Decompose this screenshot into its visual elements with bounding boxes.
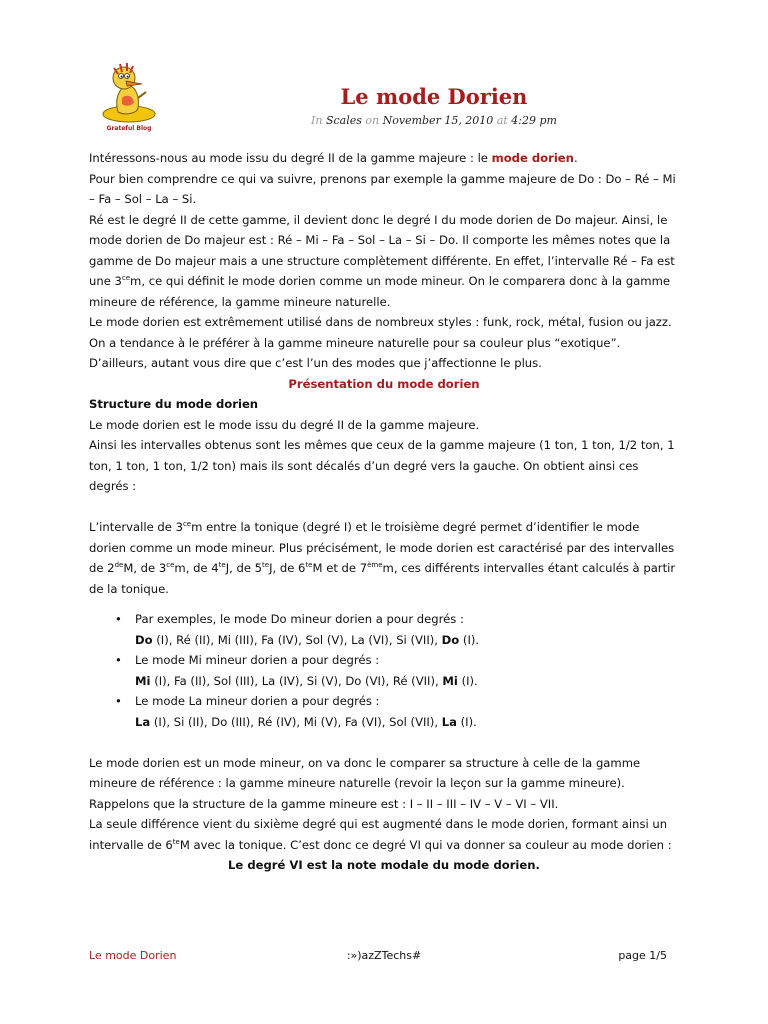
post-header [160,84,708,129]
iv-s5: te [262,561,270,569]
comparison-paragraph-1: Le mode dorien est un mode mineur, on va donc le comparer sa structure à celle de la gamme mineure de référence : la gamme mineure naturelle (revoir la leçon sur la gamme mineure). [89,755,641,790]
meta-at-label: at [496,114,508,127]
spacer [89,732,679,753]
example-first-note: Mi [135,673,151,688]
example-end: (I). [457,673,478,688]
section-paragraph-2: Ainsi les intervalles obtenus sont les mêmes que ceux de la gamme majeure (1 ton, 1 ton, 1/2 ton, 1 ton, 1 ton, 1 ton, 1/2 ton) mais ils sont décalés d’un degré vers la gauche. On obtient ainsi ces degrés : [89,438,675,493]
example-intro: Le mode La mineur dorien a pour degrés : [135,694,380,708]
example-last-note: Do [441,632,460,647]
iv-t1: L’intervalle de 3 [89,520,183,534]
intro-paragraph-4: Le mode dorien est extrêmement utilisé dans de nombreux styles : funk, rock, métal, fusion ou jazz. On a tendance à le préférer à la gamme mineure naturelle pour sa couleur plus “exotique”. D’ailleurs, autant vous dire que c’est l’un des modes que j’affectionne le plus. [89,315,672,370]
list-item [115,691,679,732]
page-title: Le mode Dorien [340,84,528,109]
example-end: (I). [459,632,480,647]
example-first-note: La [135,714,151,729]
iv-s1: ce [182,520,192,528]
example-intro: Par exemples, le mode Do mineur dorien a pour degrés : [135,612,464,626]
comparison-paragraph-3 [89,814,679,855]
meta-in-label: In [311,114,323,127]
comparison-p3-a: La seule différence vient du sixième degré qui est augmenté dans le mode dorien, formant ainsi un intervalle de 6 [89,817,668,852]
example-degrees [135,671,679,692]
intro-p1-end: . [573,151,578,165]
intro-p3-sup: ce [121,274,131,282]
comparison-paragraph-2: Rappelons que la structure de la gamme mineure est : I – II – III – IV – V – VI – VII. [89,796,559,811]
iv-s6: te [305,561,313,569]
comparison-p3-b: M avec la tonique. C’est donc ce degré VI qui va donner sa couleur au mode dorien : [179,837,672,852]
intro-p3-end: m, ce qui définit le mode dorien comme un mode mineur. On le comparera donc à la gamme mineure de référence, la gamme mineure naturelle. [89,274,671,309]
iv-t4: m, de 4 [174,561,219,575]
iv-t8: m, ces différents intervalles étant calculés à partir de la tonique. [89,561,676,596]
section-title: Présentation du mode dorien [288,376,480,391]
section-paragraph-1: Le mode dorien est le mode issu du degré II de la gamme majeure. [89,417,480,432]
example-first-note: Do [135,632,153,647]
example-middle: (I), Si (II), Do (III), Ré (IV), Mi (V), Fa (VI), Sol (VII), [150,714,442,729]
iv-s4: te [218,561,226,569]
iv-t3: M, de 3 [123,561,167,575]
iv-t6: J, de 6 [269,561,306,575]
bullet-icon: • [115,612,122,626]
intro-paragraph-3 [89,210,679,313]
bullet-icon: • [115,694,122,708]
article-body [89,148,679,876]
blog-logo[interactable] [96,58,162,132]
logo-caption: Grateful Blog [106,125,152,132]
example-intro: Le mode Mi mineur dorien a pour degrés : [135,653,380,667]
example-middle: (I), Ré (II), Mi (III), Fa (IV), Sol (V), La (VI), Si (VII), [152,632,442,647]
iv-s2: de [114,561,124,569]
intro-paragraph-1 [89,148,679,169]
bird-logo-icon [96,58,162,132]
intro-paragraph-2: Pour bien comprendre ce qui va suivre, prenons par exemple la gamme majeure de Do : Do – Ré – Mi – Fa – Sol – La – Si. [89,171,676,206]
meta-category-link[interactable]: Scales [325,114,362,127]
meta-on-label: on [365,114,380,127]
example-last-note: La [441,714,457,729]
example-end: (I). [456,714,477,729]
conclusion-statement: Le degré VI est la note modale du mode dorien. [228,858,540,872]
page-number: page 1/5 [618,949,667,962]
section-subtitle: Structure du mode dorien [89,397,259,411]
example-last-note: Mi [442,673,458,688]
iv-t7: M et de 7 [312,561,368,575]
list-item [115,609,679,650]
example-degrees [135,630,679,651]
iv-t2: m entre la tonique (degré I) et le troisième degré permet d’identifier le mode dorien comme un mode mineur. Plus précisément, le mode dorien est caractérisé par des intervalles de 2 [89,520,675,575]
example-middle: (I), Fa (II), Sol (III), La (IV), Si (V), Do (VI), Ré (VII), [150,673,443,688]
mode-dorien-highlight: mode dorien [491,151,574,165]
comparison-p3-sup: te [172,837,180,846]
footer-title: Le mode Dorien [89,949,177,962]
meta-date: November 15, 2010 [382,114,494,127]
iv-s3: ce [166,561,175,569]
iv-s7: ème [367,561,383,569]
bullet-icon: • [115,653,122,667]
intervals-paragraph [89,517,679,599]
meta-time: 4:29 pm [511,114,557,127]
example-degrees [135,712,679,733]
intro-p3-text: Ré est le degré II de cette gamme, il devient donc le degré I du mode dorien de Do majeur. Ainsi, le mode dorien de Do majeur est : Ré – Mi – Fa – Sol – La – Si – Do. Il comporte les mêmes notes que la gamme de Do majeur mais a une structure complètement différente. En effet, l’intervalle Ré – Fa est une 3 [89,212,675,288]
list-item [115,650,679,691]
spacer [89,497,679,518]
iv-t5: J, de 5 [225,561,263,575]
intro-p1-text: Intéressons-nous au mode issu du degré II de la gamme majeure : le [89,151,492,165]
footer-site: :»)azZTechs# [346,949,422,962]
examples-list [89,609,679,732]
page-footer [89,946,679,966]
post-meta [160,113,708,129]
